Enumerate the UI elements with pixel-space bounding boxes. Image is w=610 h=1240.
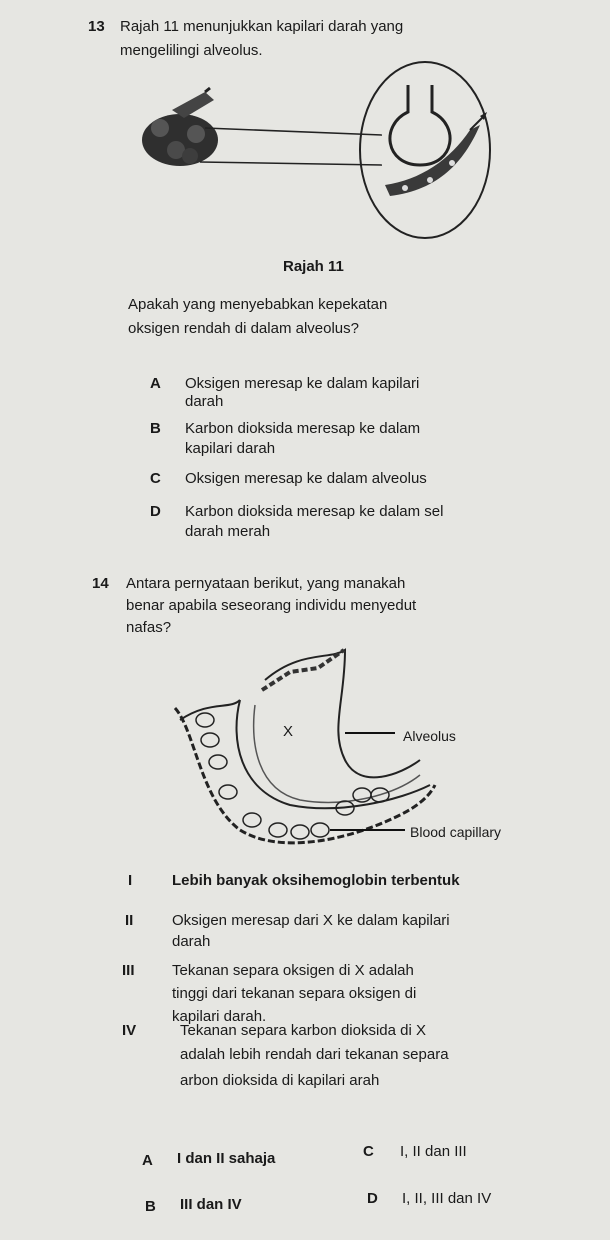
statement-line: Tekanan separa oksigen di X adalah — [172, 962, 414, 979]
answer-text: I, II, III dan IV — [402, 1190, 492, 1207]
q13-option-b-letter: B — [150, 420, 161, 437]
q13-option-c-line1: Oksigen meresap ke dalam alveolus — [185, 470, 427, 487]
figure-label-blood-capillary: Blood capillary — [410, 824, 502, 840]
statement-numeral: II — [125, 912, 134, 929]
alveolus-wall — [265, 650, 420, 777]
q13-option-d-line2: darah merah — [185, 523, 271, 540]
statement-line: darah — [172, 933, 211, 950]
answer-letter: C — [363, 1143, 374, 1160]
statement-numeral: IV — [122, 1022, 137, 1039]
q13-option-a-line2: darah — [185, 393, 224, 410]
statement-line: tinggi dari tekanan separa oksigen di — [172, 985, 417, 1002]
answer-letter: D — [367, 1190, 378, 1207]
q14-question-line3: nafas? — [126, 619, 172, 636]
q14-question-line1: Antara pernyataan berikut, yang manakah — [126, 575, 406, 592]
q13-question-line1: Apakah yang menyebabkan kepekatan — [128, 296, 388, 313]
statement-line: adalah lebih rendah dari tekanan separa — [180, 1046, 449, 1063]
answer-letter: A — [142, 1152, 153, 1169]
q13-option-a-line1: Oksigen meresap ke dalam kapilari — [185, 375, 420, 392]
answer-text: I, II dan III — [400, 1143, 467, 1160]
q13-option-b-line1: Karbon dioksida meresap ke dalam — [185, 420, 421, 437]
q14-question-line2: benar apabila seseorang individu menyedut — [126, 597, 417, 614]
statement-numeral: III — [122, 962, 135, 979]
figure-label-alveolus: Alveolus — [403, 728, 456, 744]
q13-figure-caption: Rajah 11 — [283, 258, 344, 275]
q13-option-d-line1: Karbon dioksida meresap ke dalam sel — [185, 503, 444, 520]
statement-line: arbon dioksida di kapilari arah — [180, 1072, 380, 1089]
q13-option-d-letter: D — [150, 503, 161, 520]
figure-label-x: X — [283, 723, 294, 740]
statement-numeral: I — [128, 872, 133, 889]
q14-number: 14 — [92, 575, 109, 592]
answer-letter: B — [145, 1198, 156, 1215]
q13-option-c-letter: C — [150, 470, 161, 487]
answer-text: III dan IV — [180, 1196, 242, 1213]
answer-text: I dan II sahaja — [177, 1150, 276, 1167]
q13-number: 13 — [88, 18, 105, 35]
q13-question-line2: oksigen rendah di dalam alveolus? — [128, 320, 359, 337]
statement-line: Lebih banyak oksihemoglobin terbentuk — [172, 872, 460, 889]
q13-intro-line1: Rajah 11 menunjukkan kapilari darah yang — [120, 18, 404, 35]
capillary-wall — [175, 708, 435, 843]
statement-line: kapilari darah. — [172, 1008, 267, 1025]
statement-line: Oksigen meresap dari X ke dalam kapilari — [172, 912, 450, 929]
q13-option-b-line2: kapilari darah — [185, 440, 276, 457]
statement-line: Tekanan separa karbon dioksida di X — [180, 1022, 426, 1039]
q13-option-a-letter: A — [150, 375, 161, 392]
q13-intro-line2: mengelilingi alveolus. — [120, 42, 263, 59]
